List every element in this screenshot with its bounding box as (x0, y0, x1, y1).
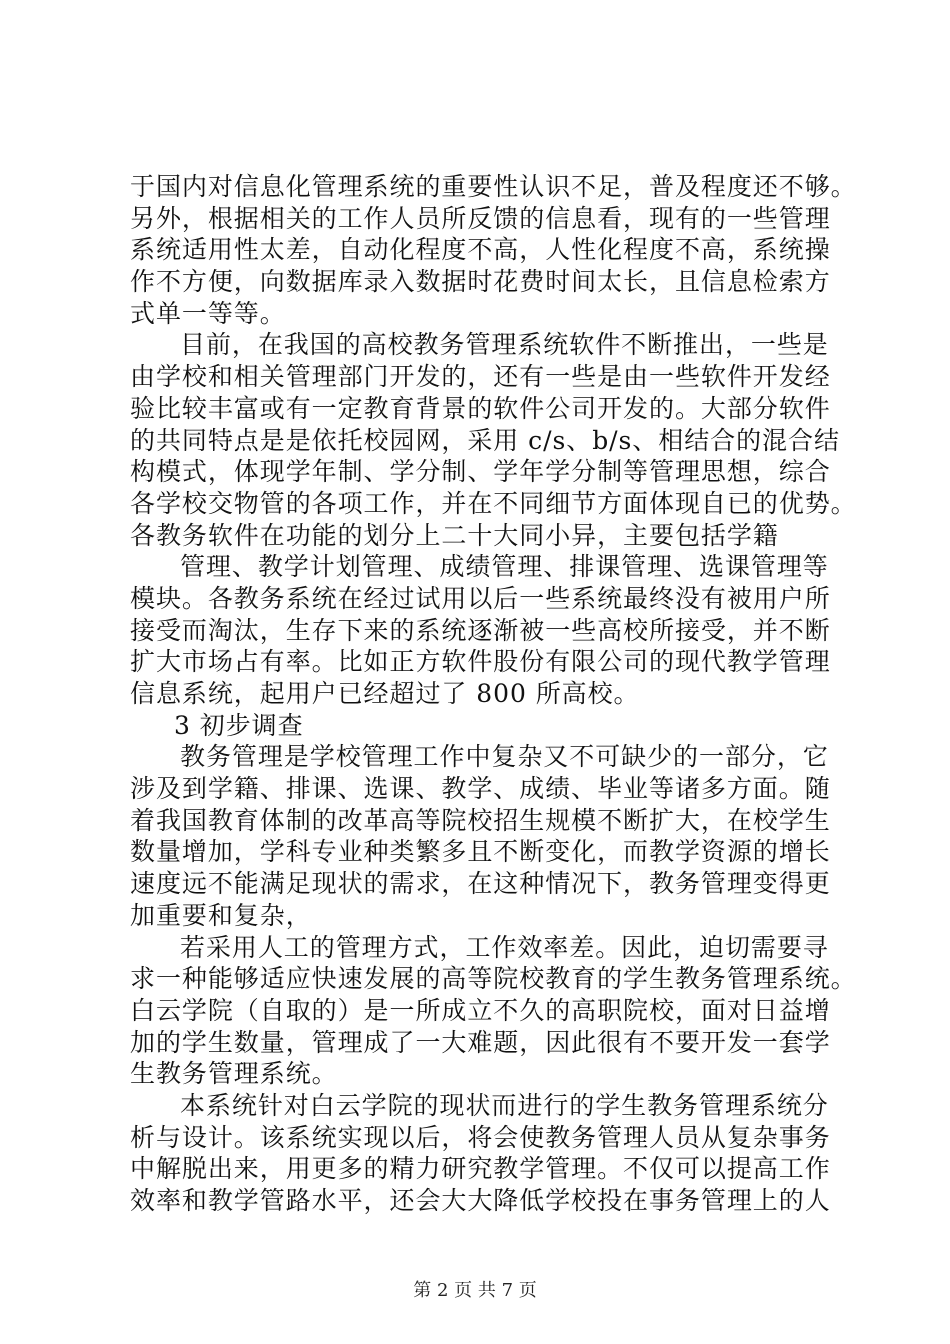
paragraph-first-line: 管理、教学计划管理、成绩管理、排课管理、选课管理等 (180, 552, 829, 582)
text-line: 白云学院（自取的）是一所成立不久的高职院校，面对日益增 (130, 995, 831, 1025)
text-line: 析与设计。该系统实现以后，将会使教务管理人员从复杂事务 (130, 1122, 831, 1152)
paragraph-first-line: 目前，在我国的高校教务管理系统软件不断推出，一些是 (180, 330, 829, 360)
paragraph-first-line: 若采用人工的管理方式，工作效率差。因此，迫切需要寻 (180, 932, 829, 962)
paragraph-first-line: 本系统针对白云学院的现状而进行的学生教务管理系统分 (180, 1090, 829, 1120)
text-line: 扩大市场占有率。比如正方软件股份有限公司的现代教学管理 (130, 647, 831, 677)
text-line: 另外，根据相关的工作人员所反馈的信息看，现有的一些管理 (130, 203, 831, 233)
text-line: 数量增加，学科专业种类繁多且不断变化，而教学资源的增长 (130, 837, 831, 867)
text-line: 生教务管理系统。 (130, 1059, 338, 1089)
text-line: 的共同特点是是依托校园网，采用 c/s、b/s、相结合的混合结 (130, 425, 840, 455)
text-line: 着我国教育体制的改革高等院校招生规模不断扩大，在校学生 (130, 805, 831, 835)
text-line: 各教务软件在功能的划分上二十大同小异，主要包括学籍 (130, 520, 779, 550)
text-line: 接受而淘汰，生存下来的系统逐渐被一些高校所接受，并不断 (130, 615, 831, 645)
text-line: 由学校和相关管理部门开发的，还有一些是由一些软件开发经 (130, 362, 831, 392)
text-line: 于国内对信息化管理系统的重要性认识不足，普及程度还不够。 (130, 172, 857, 201)
text-line: 效率和教学管路水平，还会大大降低学校投在事务管理上的人 (130, 1186, 831, 1215)
section-heading: 3 初步调查 (174, 710, 304, 740)
text-line: 验比较丰富或有一定教育背景的软件公司开发的。大部分软件 (130, 393, 831, 423)
text-line: 加的学生数量，管理成了一大难题，因此很有不要开发一套学 (130, 1027, 831, 1057)
text-line: 构模式，体现学年制、学分制、学年学分制等管理思想，综合 (130, 457, 831, 487)
text-line: 模块。各教务系统在经过试用以后一些系统最终没有被用户所 (130, 583, 831, 613)
text-line: 各学校交物管的各项工作，并在不同细节方面体现自已的优势。 (130, 488, 857, 518)
text-line: 加重要和复杂， (130, 900, 312, 930)
text-line: 系统适用性太差，自动化程度不高，人性化程度不高，系统操 (130, 235, 831, 265)
document-body (130, 171, 857, 1217)
text-line: 求一种能够适应快速发展的高等院校教育的学生教务管理系统。 (130, 964, 857, 994)
text-line: 信息系统，起用户已经超过了 800 所高校。 (130, 679, 640, 708)
text-line: 式单一等等。 (130, 298, 286, 328)
page-number-footer: 第 2 页 共 7 页 (413, 1280, 537, 1301)
text-line: 中解脱出来，用更多的精力研究教学管理。不仅可以提高工作 (130, 1154, 831, 1184)
text-line: 涉及到学籍、排课、选课、教学、成绩、毕业等诸多方面。随 (130, 774, 831, 804)
text-line: 速度远不能满足现状的需求，在这种情况下，教务管理变得更 (130, 869, 831, 899)
paragraph-first-line: 教务管理是学校管理工作中复杂又不可缺少的一部分，它 (180, 742, 829, 772)
text-line: 作不方便，向数据库录入数据时花费时间太长，且信息检索方 (130, 267, 831, 297)
